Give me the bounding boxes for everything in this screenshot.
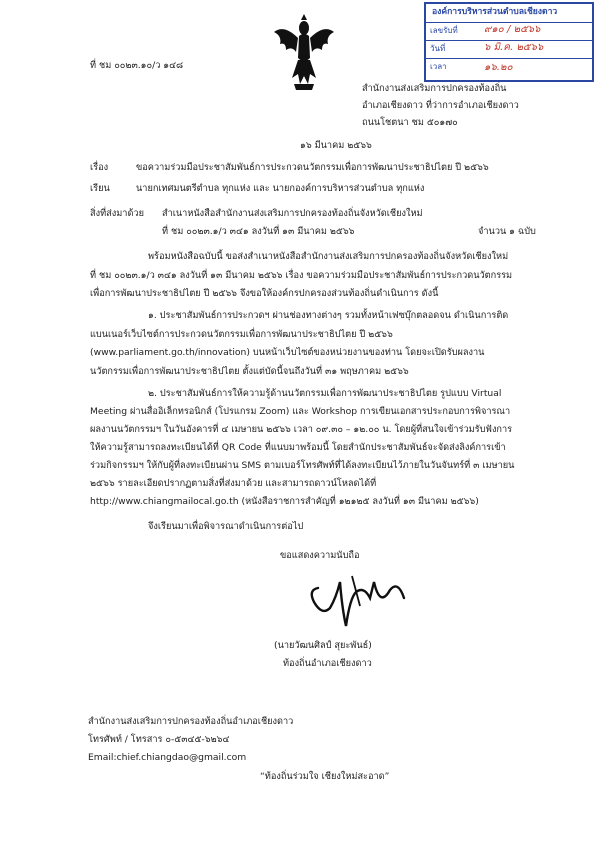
sender-line-1: สำนักงานส่งเสริมการปกครองท้องถิ่น bbox=[362, 83, 507, 94]
attachment-quantity: จำนวน ๑ ฉบับ bbox=[478, 226, 536, 237]
attachment-label: สิ่งที่ส่งมาด้วย bbox=[90, 208, 144, 219]
signatory-position: ท้องถิ่นอำเภอเชียงดาว bbox=[283, 658, 372, 669]
garuda-emblem bbox=[272, 14, 336, 90]
body-paragraph-3: ๒. ประชาสัมพันธ์การให้ความรู้ด้านนวัตกรรมเพื่อการพัฒนาประชาธิปไตย รูปแบบ Virtual Meeting ผ่านสื่ออิเล็กทรอนิกส์ (โปรแกรม Zoom) และ Workshop การเขียนเอกสารประกอบการพิจารณาผลงานนวัตกรรมฯ ในวันอังคารที่ ๔ เมษายน ๒๕๖๖ เวลา ๐๙.๓๐ – ๑๒.๐๐ น. โดยผู้ที่สนใจเข้าร่วมรับฟังการให้ความรู้สามารถลงทะเบียนได้ที่ QR Code ที่แนบมาพร้อมนี้ โดยสำนักประชาสัมพันธ์จะจัดส่งลิงค์การเข้าร่วมกิจกรรมฯ ให้กับผู้ที่ลงทะเบียนผ่าน SMS ตามเบอร์โทรศัพท์ที่ได้ลงทะเบียนไว้ภายในวันจันทร์ที่ ๓ เมษายน ๒๕๖๖ รายละเอียดปรากฏตามสิ่งที่ส่งมาด้วย และสามารถดาวน์โหลดได้ที่ http://www.chiangmailocal.go.th (หนังสือราชการสำคัญที่ ๑๒๑๒๕ ลงวันที่ ๑๓ มีนาคม ๒๕๖๖) bbox=[90, 388, 515, 507]
signatory-name: (นายวัฒนศิลป์ สุยะพันธ์) bbox=[274, 640, 372, 651]
receipt-stamp bbox=[424, 2, 594, 82]
footer-phone: โทรศัพท์ / โทรสาร ๐-๕๓๔๕-๖๒๖๔ bbox=[88, 734, 230, 745]
subject-text: ขอความร่วมมือประชาสัมพันธ์การประกวดนวัตกรรมเพื่อการพัฒนาประชาธิปไตย ปี ๒๕๖๖ bbox=[136, 162, 489, 173]
regards: ขอแสดงความนับถือ bbox=[280, 550, 360, 561]
sender-line-3: ถนนโชตนา ชม ๕๐๑๗๐ bbox=[362, 117, 458, 128]
footer-office: สำนักงานส่งเสริมการปกครองท้องถิ่นอำเภอเชียงดาว bbox=[88, 716, 294, 727]
footer-email: Email:chief.chiangdao@gmail.com bbox=[88, 752, 247, 763]
salutation-text: นายกเทศมนตรีตำบล ทุกแห่ง และ นายกองค์การบริหารส่วนตำบล ทุกแห่ง bbox=[136, 183, 425, 194]
stamp-date: ๖ มิ.ค. ๒๕๖๖ bbox=[484, 42, 544, 53]
stamp-time: ๑๖.๒๐ bbox=[484, 62, 513, 73]
salutation-label: เรียน bbox=[90, 183, 110, 194]
subject-label: เรื่อง bbox=[90, 162, 109, 173]
stamp-receipt-no: ๙๑๐ / ๒๕๖๖ bbox=[484, 24, 541, 35]
document-date: ๑๖ มีนาคม ๒๕๖๖ bbox=[300, 140, 372, 151]
stamp-receipt-label: เลขรับที่ bbox=[430, 26, 458, 35]
handwritten-signature bbox=[300, 568, 410, 636]
stamp-time-label: เวลา bbox=[430, 62, 447, 71]
attachment-line-1: สำเนาหนังสือสำนักงานส่งเสริมการปกครองท้องถิ่นจังหวัดเชียงใหม่ bbox=[162, 208, 423, 219]
stamp-title: องค์การบริหารส่วนตำบลเชียงดาว bbox=[432, 7, 558, 17]
sender-line-2: อำเภอเชียงดาว ที่ว่าการอำเภอเชียงดาว bbox=[362, 100, 519, 111]
stamp-date-label: วันที่ bbox=[430, 44, 446, 53]
document-number: ที่ ชม ๐๐๒๓.๑๐/ว ๑๔๘ bbox=[90, 60, 184, 71]
attachment-line-2: ที่ ชม ๐๐๒๓.๑/ว ๓๔๑ ลงวันที่ ๑๓ มีนาคม ๒๕๖๖ bbox=[162, 226, 355, 237]
closing-sentence: จึงเรียนมาเพื่อพิจารณาดำเนินการต่อไป bbox=[148, 521, 304, 532]
footer-slogan: “ท้องถิ่นร่วมใจ เชียงใหม่สะอาด” bbox=[260, 771, 390, 782]
body-paragraph-2: ๑. ประชาสัมพันธ์การประกวดฯ ผ่านช่องทางต่างๆ รวมทั้งหน้าเฟซบุ๊กตลอดจน ดำเนินการติดแบนเนอร์เว็บไซต์การประกวดนวัตกรรมเพื่อการพัฒนาประชาธิปไตย ปี ๒๕๖๖ (www.parliament.go.th/innovation) บนหน้าเว็บไซต์ของหน่วยงานของท่าน โดยจะเปิดรับผลงานนวัตกรรมเพื่อการพัฒนาประชาธิปไตย ตั้งแต่บัดนี้จนถึงวันที่ ๓๑ พฤษภาคม ๒๕๖๖ bbox=[90, 310, 509, 377]
body-paragraph-1: พร้อมหนังสือฉบับนี้ ขอส่งสำเนาหนังสือสำนักงานส่งเสริมการปกครองท้องถิ่นจังหวัดเชียงใหม่ ที่ ชม ๐๐๒๓.๑/ว ๓๔๑ ลงวันที่ ๑๓ มีนาคม ๒๕๖๖ เรื่อง ขอความร่วมมือประชาสัมพันธ์การประกวดนวัตกรรมเพื่อการพัฒนาประชาธิปไตย ปี ๒๕๖๖ จึงขอให้องค์กรปกครองส่วนท้องถิ่นดำเนินการ ดังนี้ bbox=[90, 251, 513, 299]
